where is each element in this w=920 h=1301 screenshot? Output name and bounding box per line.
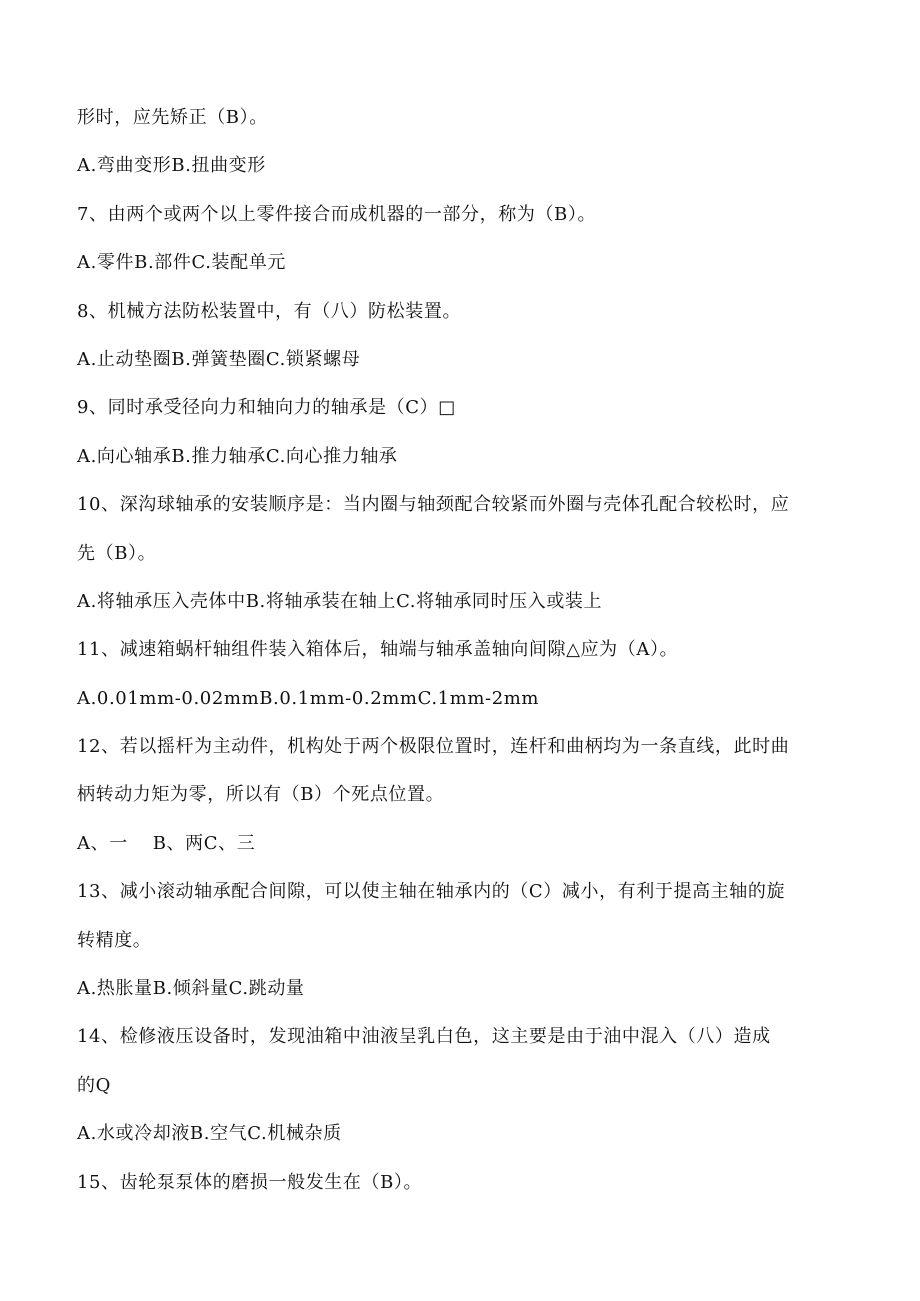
question-8-stem: 8、机械方法防松装置中，有（八）防松装置。: [77, 300, 462, 322]
question-12-stem-continued: 柄转动力矩为零，所以有（B）个死点位置。: [77, 784, 445, 806]
question-14-options: A.水或冷却液B.空气C.机械杂质: [77, 1123, 342, 1145]
question-11-stem: 11、减速箱蜗杆轴组件装入箱体后，轴端与轴承盖轴向间隙△应为（A）。: [77, 639, 679, 661]
question-7-options: A.零件B.部件C.装配单元: [77, 252, 286, 274]
question-11-options: A.0.01mm-0.02mmB.0.1mm-0.2mmC.1mm-2mm: [77, 687, 540, 709]
question-9-stem: 9、同时承受径向力和轴向力的轴承是（C）□: [77, 397, 456, 419]
question-14-stem-continued: 的Q: [77, 1074, 111, 1096]
question-13-stem: 13、减小滚动轴承配合间隙，可以使主轴在轴承内的（C）减小，有利于提高主轴的旋: [77, 881, 786, 903]
question-8-options: A.止动垫圈B.弹簧垫圈C.锁紧螺母: [77, 348, 361, 370]
question-15-stem: 15、齿轮泵泵体的磨损一般发生在（B）。: [77, 1171, 423, 1193]
question-10-stem-continued: 先（B）。: [77, 542, 157, 564]
question-13-stem-continued: 转精度。: [77, 929, 152, 951]
question-6-options: A.弯曲变形B.扭曲变形: [77, 155, 266, 177]
question-text-block: [77, 94, 847, 1207]
question-10-options: A.将轴承压入壳体中B.将轴承装在轴上C.将轴承同时压入或装上: [77, 590, 603, 612]
question-10-stem: 10、深沟球轴承的安装顺序是：当内圈与轴颈配合较紧而外圈与壳体孔配合较松时，应: [77, 494, 790, 516]
question-12-stem: 12、若以摇杆为主动件，机构处于两个极限位置时，连杆和曲柄均为一条直线，此时曲: [77, 736, 790, 758]
question-7-stem: 7、由两个或两个以上零件接合而成机器的一部分，称为（B）。: [77, 203, 597, 225]
question-12-options: A、一 B、两C、三: [77, 832, 256, 854]
question-9-options: A.向心轴承B.推力轴承C.向心推力轴承: [77, 445, 398, 467]
question-6-continuation: 形时，应先矫正（B）。: [77, 107, 268, 128]
question-14-stem: 14、检修液压设备时，发现油箱中油液呈乳白色，这主要是由于油中混入（八）造成: [77, 1026, 771, 1048]
question-13-options: A.热胀量B.倾斜量C.跳动量: [77, 978, 305, 1000]
